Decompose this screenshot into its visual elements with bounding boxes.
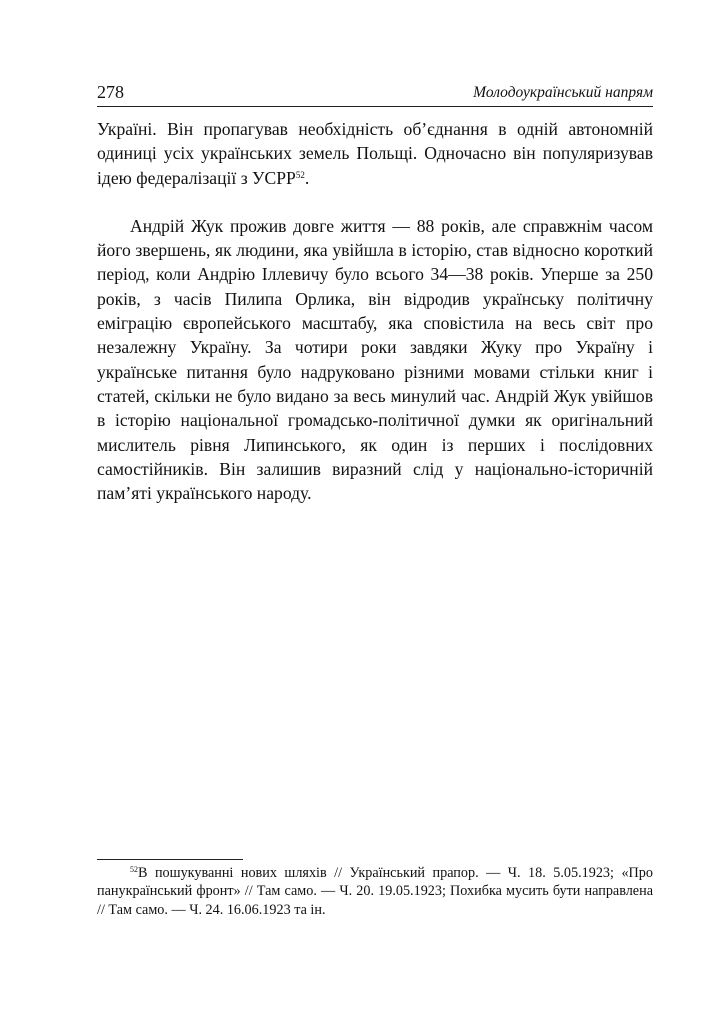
footnote-divider	[97, 859, 243, 860]
footnote-text: В пошукуванні нових шляхів // Український прапор. — Ч. 18. 5.05.1923; «Про панукраїнський фронт» // Там само. — Ч. 20. 19.05.1923; Похибка мусить бути направлена // Там само. — Ч. 24. 16.06.1923 та ін.	[97, 865, 653, 918]
footnote-reference[interactable]: 52	[295, 169, 305, 180]
page-number: 278	[97, 82, 124, 102]
page-header	[97, 80, 653, 107]
paragraph: Андрій Жук прожив довге життя — 88 років, але справжнім часом його звершень, як людини, яка увійшла в історію, став відносно короткий період, коли Андрію Іллевичу було всього 34—38 років. Уперше за 250 років, з часів Пилипа Орлика, він відродив українську політичну еміграцію європейського масштабу, яка сповістила на весь світ про незалежну Україну. За чотири роки завдяки Жуку про Україну і українське питання було надруковано різними мовами стільки книг і статей, скільки не було видано за весь минулий час. Андрій Жук увійшов в історію національної громадсько-політичної думки як оригінальний мислитель рівня Липинського, як один із перших і послідовних самостійників. Він залишив виразний слід у національно-історичній пам’яті українського народу.	[97, 215, 653, 504]
footnote-marker: 52	[130, 865, 138, 874]
running-head: Молодоукраїнський напрям	[473, 84, 653, 101]
paragraph-end: .	[304, 167, 310, 188]
paragraph-continuation	[97, 117, 653, 190]
paragraph-text: Україні. Він пропагував необхідність об’єднання в одній автономній одиниці усіх українських земель Польщі. Одночасно він популяризував ідею федералізації з УСРР	[97, 119, 653, 188]
main-text	[97, 117, 653, 505]
footnote	[97, 864, 653, 919]
